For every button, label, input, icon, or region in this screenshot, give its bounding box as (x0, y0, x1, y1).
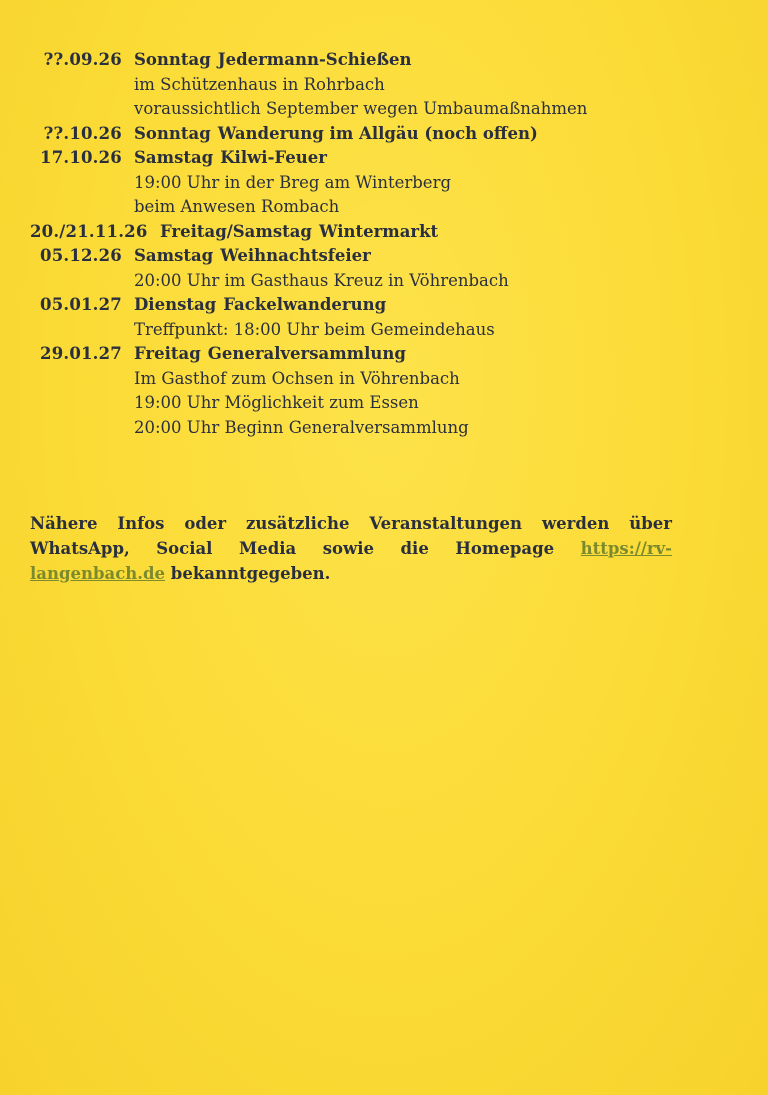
event-headline (134, 244, 371, 269)
event-detail-row (0, 269, 768, 294)
event-title: Wintermarkt (318, 221, 439, 241)
event-headline-row (0, 342, 768, 367)
event-headline (134, 342, 406, 367)
event-day: Samstag (134, 148, 214, 167)
event-detail-row (0, 195, 768, 220)
event-detail-row (0, 318, 768, 343)
event-day: Freitag/Samstag (160, 221, 312, 241)
event-detail: 19:00 Uhr in der Breg am Winterberg (134, 172, 452, 192)
event-detail: beim Anwesen Rombach (134, 197, 340, 216)
event-headline-row (0, 293, 768, 318)
event-detail: 19:00 Uhr Möglichkeit zum Essen (134, 393, 419, 412)
event-date: ??.10.26 (43, 123, 122, 143)
event-title: Kilwi-Feuer (220, 148, 327, 167)
event-date: 17.10.26 (40, 148, 122, 167)
event-day: Sonntag (134, 50, 211, 69)
event-date: 29.01.27 (40, 344, 122, 363)
event-title: Fackelwanderung (223, 295, 387, 314)
event-title: Wanderung im Allgäu (noch offen) (217, 123, 538, 143)
event-list (0, 48, 768, 440)
event-title: Weihnachtsfeier (220, 246, 371, 265)
homepage-link[interactable]: https://rv-langenbach.de (30, 538, 672, 583)
event-day: Freitag (134, 344, 201, 363)
event-detail-row (0, 73, 768, 98)
event-date: ??.09.26 (43, 50, 122, 69)
event-headline-row (0, 48, 768, 73)
event-entry (0, 220, 768, 245)
event-detail: 20:00 Uhr im Gasthaus Kreuz in Vöhrenbach (134, 270, 509, 290)
info-text-after: bekanntgegeben. (165, 563, 331, 583)
event-detail-row (0, 171, 768, 196)
event-entry (0, 146, 768, 220)
event-headline-row (0, 220, 768, 245)
event-headline-row (0, 122, 768, 147)
event-detail: Im Gasthof zum Ochsen in Vöhrenbach (134, 368, 460, 388)
info-paragraph (30, 511, 672, 586)
event-detail: 20:00 Uhr Beginn Generalversammlung (134, 417, 469, 437)
event-entry (0, 244, 768, 293)
event-headline (134, 48, 412, 73)
event-day: Dienstag (134, 295, 217, 314)
event-detail-row (0, 391, 768, 416)
event-headline (134, 293, 386, 318)
event-entry (0, 293, 768, 342)
event-detail: Treffpunkt: 18:00 Uhr beim Gemeindehaus (134, 319, 495, 339)
info-text-before: Nähere Infos oder zusätzliche Veranstaltungen werden über WhatsApp, Social Media sowie die Homepage (30, 513, 672, 558)
event-detail-row (0, 97, 768, 122)
event-entry (0, 342, 768, 440)
event-headline-row (0, 146, 768, 171)
event-title: Jedermann-Schießen (217, 50, 412, 69)
event-detail-row (0, 416, 768, 441)
event-date: 20./21.11.26 (30, 221, 148, 241)
event-detail: voraussichtlich September wegen Umbaumaßnahmen (134, 99, 588, 118)
event-detail-row (0, 367, 768, 392)
event-entry (0, 122, 768, 147)
event-day: Samstag (134, 246, 214, 265)
event-title: Generalversammlung (207, 344, 406, 363)
event-detail: im Schützenhaus in Rohrbach (134, 74, 385, 94)
event-date: 05.12.26 (40, 246, 122, 265)
event-headline (134, 122, 538, 147)
event-date: 05.01.27 (40, 295, 122, 314)
event-day: Sonntag (134, 123, 211, 143)
event-headline (134, 146, 327, 171)
event-headline (160, 220, 438, 245)
event-headline-row (0, 244, 768, 269)
event-entry (0, 48, 768, 122)
